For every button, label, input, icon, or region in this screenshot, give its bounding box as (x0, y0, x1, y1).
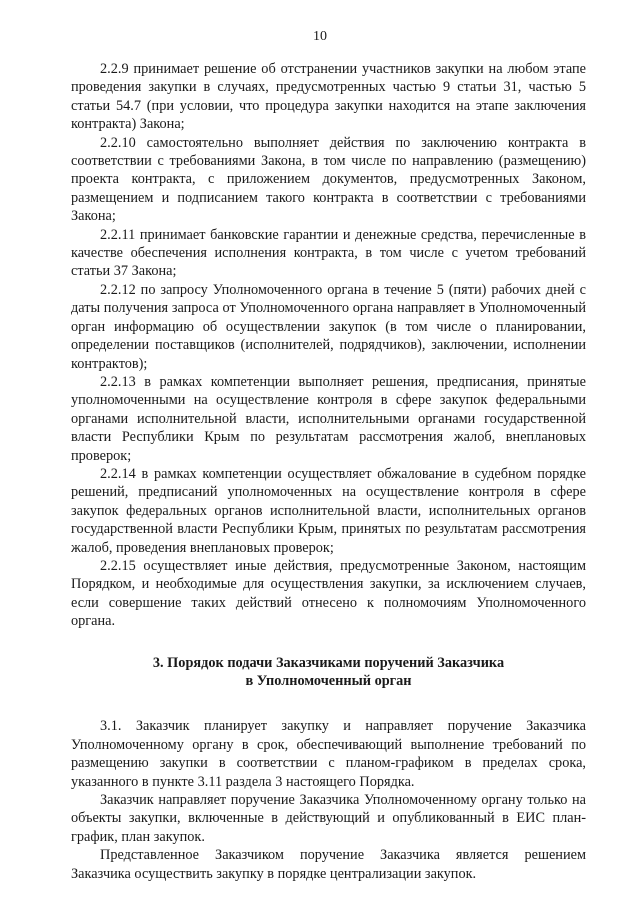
paragraph-customer-decision: Представленное Заказчиком поручение Заказчика является решением Заказчика осуществить закупку в порядке централизации закупок. (71, 847, 586, 882)
paragraph-2-2-14: 2.2.14 в рамках компетенции осуществляет обжалование в судебном порядке решений, предписаний уполномоченных на осуществление контроля в сфере закупок федеральных органов исполнительной власти, исполнительных органов государственной власти Республики Крым, принятых по результатам рассмотрения жалоб, проведения внеплановых проверок; (71, 465, 586, 556)
section-heading-line-2: в Уполномоченный орган (245, 673, 412, 689)
paragraph-2-2-10: 2.2.10 самостоятельно выполняет действия по заключению контракта в соответствии с требованиями Закона, в том числе по направлению (размещению) проекта контракта, с приложением документов, предусмотренных Законом, размещением и подписанием такого контракта в соответствии с требованиями Закона; (71, 134, 586, 225)
paragraph-2-2-12: 2.2.12 по запросу Уполномоченного органа в течение 5 (пяти) рабочих дней с даты получения запроса от Уполномоченного органа направляет в Уполномоченный орган информацию об осуществлении закупок (в том числе о планировании, определении поставщиков (исполнителей, подрядчиков), заключении, исполнении контрактов); (71, 281, 586, 372)
section-heading (71, 654, 586, 691)
paragraph-3-1: 3.1. Заказчик планирует закупку и направляет поручение Заказчика Уполномоченному органу в срок, обеспечивающий выполнение требований по размещению закупки в соответствии с планом-графиком в пределах срока, указанного в пункте 3.11 раздела 3 настоящего Порядка. (71, 718, 586, 790)
paragraph-2-2-11: 2.2.11 принимает банковские гарантии и денежные средства, перечисленные в качестве обеспечения исполнения контракта, в том числе с учетом требований статьи 37 Закона; (71, 226, 586, 280)
paragraph-2-2-9: 2.2.9 принимает решение об отстранении участников закупки на любом этапе проведения закупки в случаях, предусмотренных частью 9 статьи 31, частью 5 статьи 54.7 (при условии, что процедура закупки находится на этапе заключения контракта) Закона; (71, 61, 586, 133)
paragraph-2-2-13: 2.2.13 в рамках компетенции выполняет решения, предписания, принятые уполномоченными на осуществление контроля в сфере закупок федеральными органами исполнительной власти, исполнительными органами государственной власти Республики Крым по результатам рассмотрения жалоб, внеплановых проверок; (71, 373, 586, 464)
paragraph-customer-submission: Заказчик направляет поручение Заказчика Уполномоченному органу только на объекты закупки, включенные в действующий и опубликованный в ЕИС план-график, план закупок. (71, 792, 586, 845)
document-body (71, 60, 586, 883)
page-number: 10 (313, 29, 327, 44)
section-heading-line-1: 3. Порядок подачи Заказчиками поручений Заказчика (152, 654, 505, 671)
paragraph-2-2-15: 2.2.15 осуществляет иные действия, предусмотренные Законом, настоящим Порядком, и необходимые для осуществления закупки, за исключением случаев, если совершение таких действий отнесено к полномочиям Уполномоченного органа. (71, 557, 586, 630)
